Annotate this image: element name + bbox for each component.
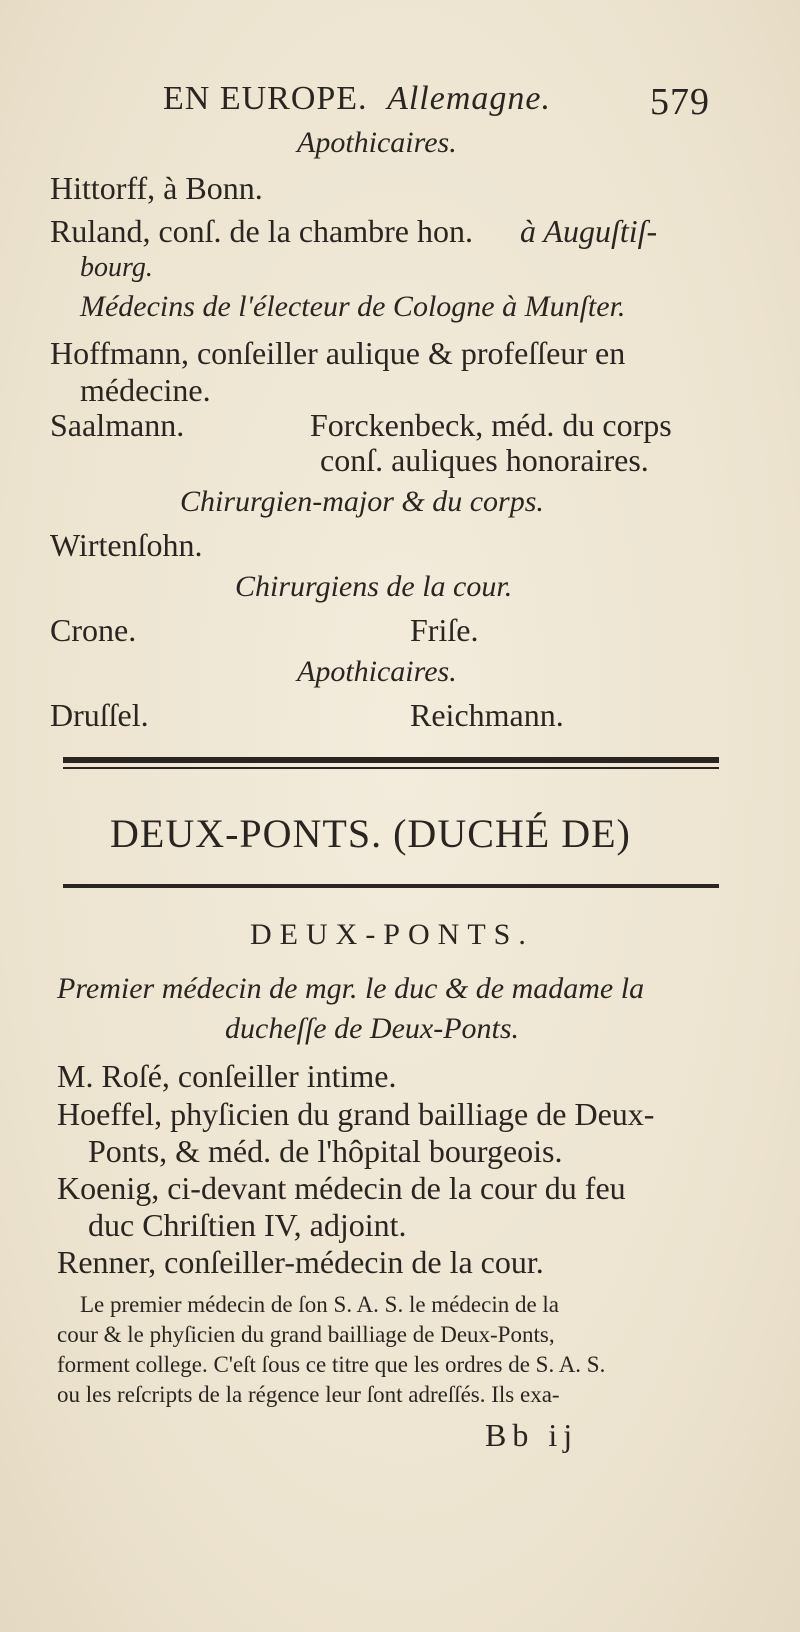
entry-hittorff: Hittorff, à Bonn. — [50, 170, 263, 206]
entry-frise: Friſe. — [410, 612, 479, 648]
note-line1: Le premier médecin de ſon S. A. S. le médecin de la — [80, 1292, 560, 1317]
entry-drussel: Druſſel. — [50, 697, 149, 733]
heading-apothicaires-2: Apothicaires. — [297, 655, 457, 688]
divider-section — [63, 884, 719, 888]
divider-thick — [63, 757, 719, 763]
page-number: 579 — [650, 81, 710, 123]
heading-chirurgiens-cour: Chirurgiens de la cour. — [235, 570, 513, 603]
entry-saalmann: Saalmann. — [50, 407, 185, 443]
divider-thin — [63, 767, 719, 769]
city-title: DEUX-PONTS. — [250, 918, 534, 951]
header-left: EN EUROPE. — [163, 80, 368, 117]
entry-ruland: Ruland, conſ. de la chambre hon. — [50, 213, 473, 249]
note-line2: cour & le phyſicien du grand bailliage de Deux-Ponts, — [57, 1322, 555, 1347]
heading-apothicaires: Apothicaires. — [297, 126, 457, 159]
subheading-line1: Premier médecin de mgr. le duc & de madame la — [57, 972, 645, 1005]
signature-mark: Bb ij — [485, 1417, 579, 1453]
entry-forckenbeck-cont: conſ. auliques honoraires. — [320, 442, 649, 478]
entry-ruland-place: à Auguſtiſ- — [520, 213, 658, 249]
header-region: Allemagne. — [387, 80, 551, 117]
running-header — [163, 80, 551, 118]
entry-hoeffel-cont: Ponts, & méd. de l'hôpital bourgeois. — [88, 1133, 563, 1169]
entry-koenig-cont: duc Chriſtien IV, adjoint. — [88, 1207, 407, 1243]
note-line3: forment college. C'eſt ſous ce titre que les ordres de S. A. S. — [57, 1352, 606, 1377]
entry-crone: Crone. — [50, 612, 137, 648]
entry-koenig: Koenig, ci-devant médecin de la cour du feu — [57, 1170, 626, 1206]
heading-medecins-cologne: Médecins de l'électeur de Cologne à Munſter. — [80, 290, 626, 323]
entry-hoeffel: Hoeffel, phyſicien du grand bailliage de Deux- — [57, 1096, 655, 1132]
entry-hoffmann-cont: médecine. — [80, 372, 211, 408]
entry-rose: M. Roſé, conſeiller intime. — [57, 1058, 397, 1094]
heading-chirurgien-major: Chirurgien-major & du corps. — [180, 485, 544, 518]
entry-wirtensohn: Wirtenſohn. — [50, 527, 203, 563]
note-line4: ou les reſcripts de la régence leur ſont adreſſés. Ils exa- — [57, 1382, 560, 1407]
subheading-line2: ducheſſe de Deux-Ponts. — [225, 1012, 520, 1045]
entry-hoffmann: Hoffmann, conſeiller aulique & profeſſeur en — [50, 335, 626, 371]
entry-reichmann: Reichmann. — [410, 697, 564, 733]
section-title: DEUX-PONTS. (DUCHÉ DE) — [110, 811, 631, 856]
entry-ruland-cont: bourg. — [80, 252, 153, 283]
entry-renner: Renner, conſeiller-médecin de la cour. — [57, 1244, 544, 1280]
entry-forckenbeck: Forckenbeck, méd. du corps — [310, 407, 672, 443]
